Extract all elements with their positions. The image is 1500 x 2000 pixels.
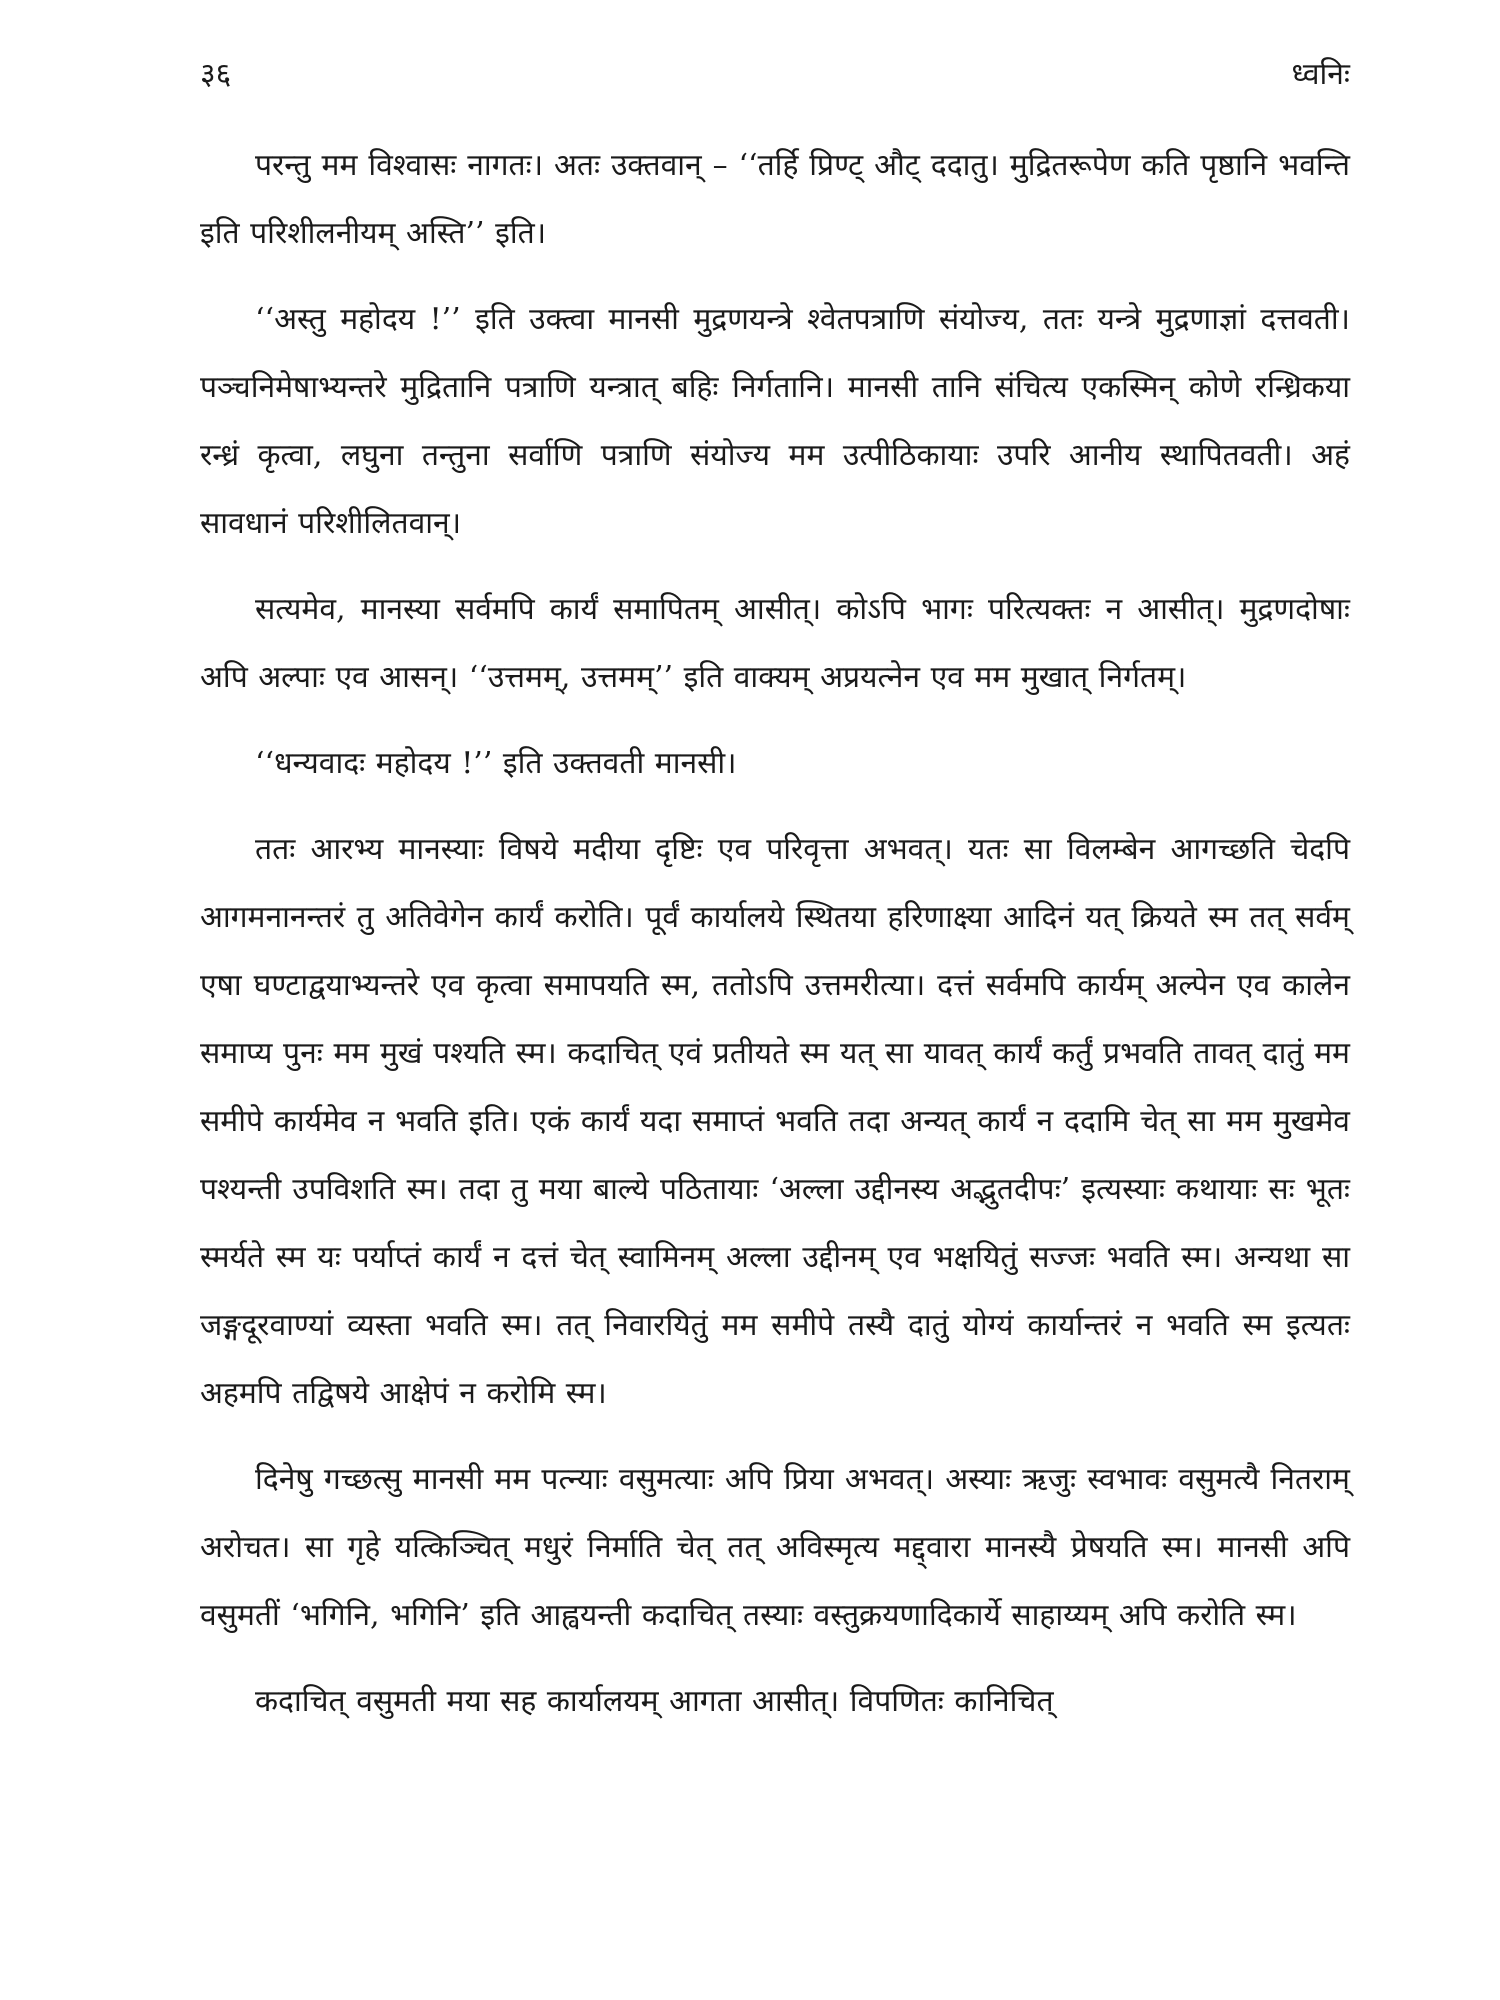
paragraph: परन्तु मम विश्वासः नागतः। अतः उक्तवान् – ‘‘तर्हि प्रिण्ट् औट् ददातु। मुद्रितरूपेण कति पृष्ठानि भवन्ति इति परिशीलनीयम् अस्ति’’ इति। (200, 148, 1350, 251)
paragraph: ततः आरभ्य मानस्याः विषये मदीया दृष्टिः एव परिवृत्ता अभवत्। यतः सा विलम्बेन आगच्छति चेदपि आगमनानन्तरं तु अतिवेगेन कार्यं करोति। पूर्वं कार्यालये स्थितया हरिणाक्ष्या आदिनं यत् क्रियते स्म तत् सर्वम् एषा घण्टाद्वयाभ्यन्तरे एव कृत्वा समापयति स्म, ततोऽपि उत्तमरीत्या। दत्तं सर्वमपि कार्यम् अल्पेन एव कालेन समाप्य पुनः मम मुखं पश्यति स्म। कदाचित् एवं प्रतीयते स्म यत् सा यावत् कार्यं कर्तुं प्रभवति तावत् दातुं मम समीपे कार्यमेव न भवति इति। एकं कार्यं यदा समाप्तं भवति तदा अन्यत् कार्यं न ददामि चेत् सा मम मुखमेव पश्यन्ती उपविशति स्म। तदा तु मया बाल्ये पठितायाः ‘अल्ला उद्दीनस्य अद्भुतदीपः’ इत्यस्याः कथायाः सः भूतः स्मर्यते स्म यः पर्याप्तं कार्यं न दत्तं चेत् स्वामिनम् अल्ला उद्दीनम् एव भक्षयितुं सज्जः भवति स्म। अन्यथा सा जङ्गदूरवाण्यां व्यस्ता भवति स्म। तत् निवारयितुं मम समीपे तस्यै दातुं योग्यं कार्यान्तरं न भवति स्म इत्यतः अहमपि तद्विषये आक्षेपं न करोमि स्म। (200, 832, 1350, 1411)
page-body (200, 132, 1350, 1754)
paragraph: ‘‘अस्तु महोदय !’’ इति उक्त्वा मानसी मुद्रणयन्त्रे श्वेतपत्राणि संयोज्य, ततः यन्त्रे मुद्रणाज्ञां दत्तवती। पञ्चनिमेषाभ्यन्तरे मुद्रितानि पत्राणि यन्त्रात् बहिः निर्गतानि। मानसी तानि संचित्य एकस्मिन् कोणे रन्ध्रिकया रन्ध्रं कृत्वा, लघुना तन्तुना सर्वाणि पत्राणि संयोज्य मम उत्पीठिकायाः उपरि आनीय स्थापितवती। अहं सावधानं परिशीलितवान्। (200, 302, 1350, 541)
paragraph: ‘‘धन्यवादः महोदय !’’ इति उक्तवती मानसी। (255, 746, 737, 781)
paragraph: सत्यमेव, मानस्या सर्वमपि कार्यं समापितम् आसीत्। कोऽपि भागः परित्यक्तः न आसीत्। मुद्रणदोषाः अपि अल्पाः एव आसन्। ‘‘उत्तमम्, उत्तमम्’’ इति वाक्यम् अप्रयत्नेन एव मम मुखात् निर्गतम्। (200, 592, 1350, 695)
page-header (200, 42, 1350, 102)
paragraph: कदाचित् वसुमती मया सह कार्यालयम् आगता आसीत्। विपणितः कानिचित् (255, 1684, 1054, 1719)
page-number: ३६ (200, 56, 232, 92)
paragraph: दिनेषु गच्छत्सु मानसी मम पत्न्याः वसुमत्याः अपि प्रिया अभवत्। अस्याः ऋजुः स्वभावः वसुमत्यै नितराम् अरोचत। सा गृहे यत्किञ्चित् मधुरं निर्माति चेत् तत् अविस्मृत्य मद्द्वारा मानस्यै प्रेषयति स्म। मानसी अपि वसुमतीं ‘भगिनि, भगिनि’ इति आह्वयन्ती कदाचित् तस्याः वस्तुक्रयणादिकार्ये साहाय्यम् अपि करोति स्म। (200, 1462, 1350, 1633)
running-title: ध्वनिः (1291, 56, 1350, 92)
